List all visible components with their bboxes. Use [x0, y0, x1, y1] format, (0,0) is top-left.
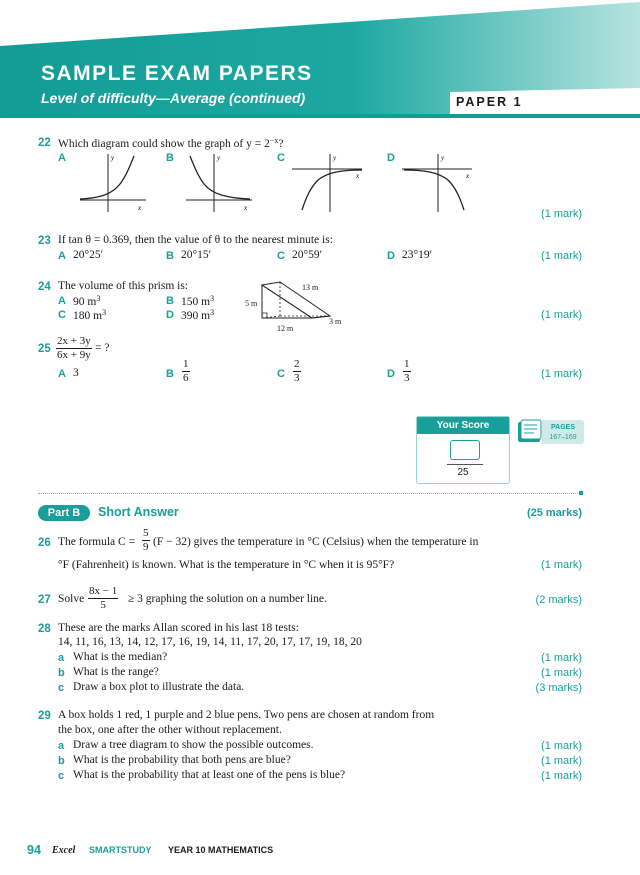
- question-22-end: ?: [278, 138, 284, 150]
- part-b-title: Short Answer: [98, 505, 179, 519]
- question-number: 27: [38, 594, 51, 606]
- x-axis-label: x: [138, 204, 142, 212]
- question-number: 25: [38, 343, 51, 355]
- part-label: c: [58, 770, 65, 782]
- question-text: These are the marks Allan scored in his last 18 tests:: [58, 622, 299, 634]
- option-fraction: $\frac{1}{6}$: [183, 358, 189, 384]
- expression-tail: = ?: [95, 342, 110, 354]
- part-label: b: [58, 755, 65, 767]
- question-number: 26: [38, 537, 51, 549]
- mark-allocation: (1 mark): [541, 368, 582, 380]
- divider-endpoint: [579, 491, 583, 495]
- question-text: A box holds 1 red, 1 purple and 2 blue pens. Two pens are chosen at random from: [58, 709, 435, 721]
- graph-option-b: [182, 152, 254, 214]
- mark-allocation: (1 mark): [541, 652, 582, 664]
- option-value: 90 $m^3$: [73, 294, 101, 308]
- option-value: 23°19′: [402, 249, 433, 261]
- section-divider: [38, 493, 580, 494]
- mark-allocation: (2 marks): [535, 594, 582, 606]
- dimension-label: 5 m: [245, 299, 258, 308]
- y-axis-label: y: [441, 154, 445, 162]
- part-text: What is the probability that at least one of the pens is blue?: [73, 769, 346, 781]
- y-axis-label: y: [217, 154, 221, 162]
- question-text: If tan θ = 0.369, then the value of θ to the nearest minute is:: [58, 234, 333, 246]
- option-label-a: A: [58, 152, 66, 164]
- question-text-pre: The formula C =: [58, 536, 136, 548]
- part-b-marks: (25 marks): [526, 507, 582, 519]
- option-value: 180 $m^3$: [73, 308, 107, 322]
- question-number: 28: [38, 623, 51, 635]
- mark-allocation: (1 mark): [541, 770, 582, 782]
- data-list: 14, 11, 16, 13, 14, 12, 17, 16, 19, 14, 11, 17, 20, 17, 17, 19, 18, 20: [58, 636, 362, 648]
- expression-fraction: $\frac{2x + 3y}{6x + 9y}$: [57, 335, 91, 361]
- mark-allocation: (1 mark): [541, 559, 582, 571]
- footer-brand: Excel: [52, 845, 76, 856]
- part-text: What is the range?: [73, 666, 159, 678]
- option-value: 150 $m^3$: [181, 294, 215, 308]
- option-label: B: [166, 368, 174, 380]
- option-label: A: [58, 295, 66, 307]
- graph-option-c: [290, 152, 366, 214]
- question-text-post: ≥ 3 graphing the solution on a number line.: [128, 593, 327, 605]
- question-text-line2: °F (Fahrenheit) is known. What is the temperature in °C when it is 95°F?: [58, 559, 395, 571]
- question-text-post: (F − 32) gives the temperature in °C (Celsius) when the temperature in: [153, 536, 479, 548]
- option-label: C: [277, 250, 285, 262]
- part-label: a: [58, 740, 65, 752]
- option-label: D: [166, 309, 174, 321]
- paper-label: PAPER 1: [456, 95, 523, 109]
- question-text: The volume of this prism is:: [58, 280, 189, 292]
- formula-fraction: $\frac{5}{9}$: [143, 527, 149, 553]
- page-number: 94: [27, 843, 41, 857]
- option-label: C: [277, 368, 285, 380]
- page-subtitle: Level of difficulty—Average (continued): [41, 90, 306, 106]
- question-text-pre: Solve: [58, 593, 85, 605]
- pages-label: PAGES: [551, 424, 575, 431]
- page-title: SAMPLE EXAM PAPERS: [41, 62, 313, 85]
- option-label: C: [58, 309, 66, 321]
- exponent: −x: [269, 136, 279, 145]
- part-text: Draw a tree diagram to show the possible outcomes.: [73, 739, 314, 751]
- question-number: 22: [38, 137, 51, 149]
- score-input[interactable]: [450, 440, 480, 460]
- y-axis-label: y: [333, 154, 337, 162]
- mark-allocation: (1 mark): [541, 667, 582, 679]
- option-fraction: $\frac{2}{3}$: [294, 358, 300, 384]
- x-axis-label: x: [244, 204, 248, 212]
- option-label: B: [166, 250, 174, 262]
- option-label: D: [387, 368, 395, 380]
- option-fraction: $\frac{1}{3}$: [404, 358, 410, 384]
- prism-diagram: [240, 280, 350, 336]
- book-icon: [515, 417, 545, 447]
- score-divider: [447, 464, 483, 465]
- footer-subject: YEAR 10 MATHEMATICS: [168, 845, 274, 855]
- pages-range: 167–169: [549, 434, 577, 441]
- option-label: B: [166, 295, 174, 307]
- dimension-label: 3 m: [329, 317, 342, 326]
- option-label: A: [58, 368, 66, 380]
- mark-allocation: (1 mark): [541, 740, 582, 752]
- graph-option-a: [76, 152, 148, 214]
- mark-allocation: (1 mark): [541, 250, 582, 262]
- part-label: c: [58, 682, 65, 694]
- inequality-fraction: $\frac{8x - 1}{5}$: [89, 585, 118, 611]
- part-text: Draw a box plot to illustrate the data.: [73, 681, 245, 693]
- question-number: 29: [38, 710, 51, 722]
- graph-option-d: [400, 152, 476, 214]
- dimension-label: 12 m: [277, 324, 294, 333]
- part-b-badge: Part B: [38, 505, 90, 521]
- mark-allocation: (1 mark): [541, 208, 582, 220]
- option-value: 20°59′: [292, 249, 323, 261]
- option-value: 20°15′: [181, 249, 212, 261]
- part-text: What is the probability that both pens are blue?: [73, 754, 291, 766]
- part-text: What is the median?: [73, 651, 168, 663]
- option-label: A: [58, 250, 66, 262]
- part-label: a: [58, 652, 65, 664]
- option-label-b: B: [166, 152, 174, 164]
- question-number: 23: [38, 235, 51, 247]
- question-22-text: Which diagram could show the graph of y = 2: [58, 138, 270, 150]
- question-text: [58, 136, 283, 150]
- question-number: 24: [38, 281, 51, 293]
- footer-series: SMARTSTUDY: [89, 845, 152, 855]
- option-label-d: D: [387, 152, 395, 164]
- y-axis-label: y: [111, 154, 115, 162]
- score-total: 25: [457, 467, 469, 478]
- option-label-c: C: [277, 152, 285, 164]
- question-text: the box, one after the other without replacement.: [58, 724, 282, 736]
- score-box: [416, 416, 510, 484]
- pages-reference: [542, 420, 584, 444]
- option-value: 390 $m^3$: [181, 308, 215, 322]
- x-axis-label: x: [356, 172, 360, 180]
- option-value: 3: [73, 367, 79, 379]
- mark-allocation: (1 mark): [541, 309, 582, 321]
- part-label: b: [58, 667, 65, 679]
- mark-allocation: (3 marks): [535, 682, 582, 694]
- mark-allocation: (1 mark): [541, 755, 582, 767]
- x-axis-label: x: [466, 172, 470, 180]
- score-label: Your Score: [417, 417, 509, 434]
- dimension-label: 13 m: [302, 283, 319, 292]
- option-value: 20°25′: [73, 249, 104, 261]
- option-label: D: [387, 250, 395, 262]
